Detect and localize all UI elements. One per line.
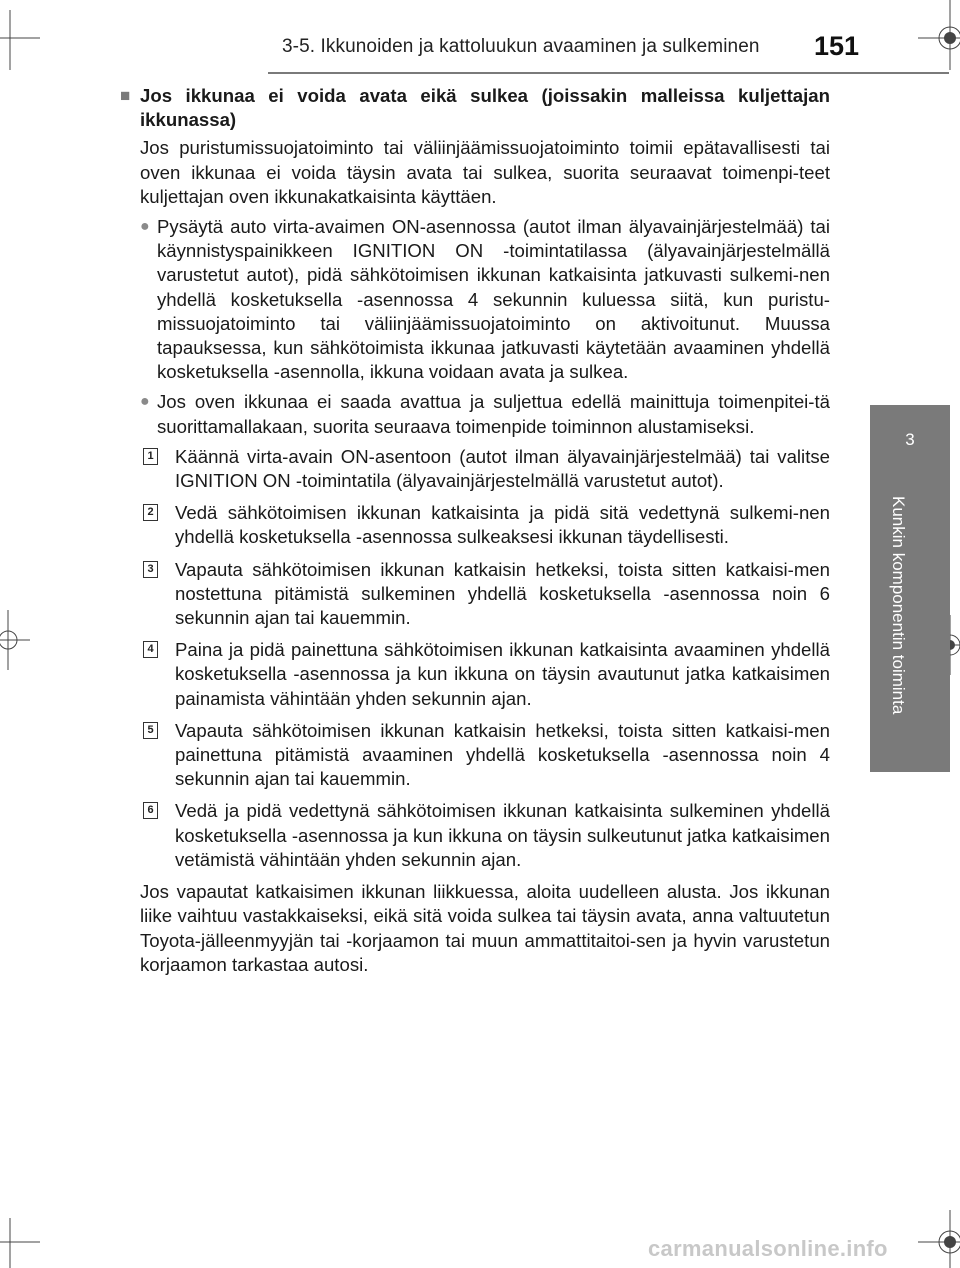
step-number: 1: [143, 448, 158, 465]
step-number: 4: [143, 641, 158, 658]
bullet-text: Jos oven ikkunaa ei saada avattua ja suljettua edellä mainittuja toimenpitei-tä suorittamallakaan, suorita seuraava toimenpide toiminnon alustamiseksi.: [157, 391, 830, 437]
step-number: 3: [143, 561, 158, 578]
running-header-title: 3-5. Ikkunoiden ja kattoluukun avaaminen ja sulkeminen: [282, 36, 760, 57]
step-text: Vapauta sähkötoimisen ikkunan katkaisin hetkeksi, toista sitten katkaisi-men painettuna pitämistä avaaminen yhdellä kosketuksella -asennossa noin 4 sekunnin ajan tai kauemmin.: [175, 719, 830, 790]
crop-mark-bottom-left: [0, 1218, 40, 1268]
section-heading-text: Jos ikkunaa ei voida avata eikä sulkea (joissakin malleissa kuljettajan ikkunassa): [140, 85, 830, 131]
step-item: [143, 799, 830, 872]
step-text: Vedä ja pidä vedettynä sähkötoimisen ikkunan katkaisinta sulkeminen yhdellä kosketuksella -asennossa ja kun ikkuna on täysin sulkeutunut jatka katkaisimen vetämistä vähintään yhden sekunnin ajan.: [175, 800, 830, 870]
step-number: 5: [143, 722, 158, 739]
section-heading: [120, 84, 830, 132]
step-number: 6: [143, 802, 158, 819]
chapter-tab: [870, 405, 950, 482]
main-content: [120, 84, 830, 983]
header-rule: [268, 72, 949, 74]
chapter-label: Kunkin komponentin toiminta: [889, 496, 908, 715]
step-item: [143, 719, 830, 792]
circle-bullet-icon: ●: [140, 393, 150, 411]
step-item: [143, 638, 830, 711]
step-text: Vedä sähkötoimisen ikkunan katkaisinta ja pidä sitä vedettynä sulkemi-nen yhdellä kosketuksella -asennossa sulkeaksesi ikkunan täydellisesti.: [175, 502, 830, 548]
closing-paragraph: Jos vapautat katkaisimen ikkunan liikkuessa, aloita uudelleen alusta. Jos ikkunan liike vaihtuu vastakkaiseksi, eikä sitä voida sulkea tai täysin avata, anna valtuutetun Toyota-jälleenmyyjän tai -korjaamon tai muun ammattitaitoi-sen ja hyvin varustetun korjaamon tarkastaa autosi.: [140, 881, 830, 975]
bullet-item: [140, 390, 830, 438]
step-item: [143, 445, 830, 493]
crop-mark-mid-left: [0, 610, 30, 670]
crop-mark-top-right: [918, 0, 960, 70]
step-item: [143, 558, 830, 631]
step-text: Käännä virta-avain ON-asentoon (autot ilman älyavainjärjestelmää) tai valitse IGNITION ON -toimintatila (älyavainjärjestelmällä varustetut autot).: [175, 445, 830, 492]
bullet-text: Pysäytä auto virta-avaimen ON-asennossa (autot ilman älyavainjärjestelmää) tai käynnistyspainikkeen IGNITION ON -toimintatilassa (älyavainjärjestelmällä varustetut autot), pidä sähkötoimisen ikkunan katkaisinta jatkuvasti sulkemi-nen yhdellä kosketuksella -asennossa 4 sekunnin kuluessa siitä, kun puristu-missuojatoiminto tai väliinjäämissuojatoiminto on aktivoitunut. Muussa tapauksessa, kun sähkötoimista ikkunaa jatkuvasti käytetään avaaminen yhdellä kosketuksella -asennolla, ikkuna voidaan avata ja sulkea.: [157, 216, 830, 383]
watermark: carmanualsonline.info: [648, 1236, 888, 1261]
step-number: 2: [143, 504, 158, 521]
step-text: Vapauta sähkötoimisen ikkunan katkaisin hetkeksi, toista sitten katkaisi-men nostettuna pitämistä sulkeminen yhdellä kosketuksella -asennossa noin 6 sekunnin ajan tai kauemmin.: [175, 558, 830, 629]
intro-paragraph: Jos puristumissuojatoiminto tai väliinjäämissuojatoiminto toimii epätavallisesti tai oven ikkunaa ei voida täysin avata tai sulkea, suorita seuraavat toimenpi-teet kuljettajan oven ikkunakatkaisinta käyttäen.: [140, 137, 830, 207]
crop-mark-bottom-right: [918, 1210, 960, 1268]
square-bullet-icon: ■: [120, 86, 131, 105]
step-text: Paina ja pidä painettuna sähkötoimisen ikkunan katkaisinta avaaminen yhdellä kosketuksella -asennossa ja kun ikkuna on täysin avautunut jatka katkaisimen painamista vähintään yhden sekunnin ajan.: [175, 639, 830, 709]
chapter-number: 3: [905, 430, 915, 449]
bullet-item: [140, 215, 830, 384]
circle-bullet-icon: ●: [140, 218, 150, 236]
crop-mark-top-left: [0, 10, 40, 70]
page-number: 151: [814, 31, 860, 61]
step-item: [143, 501, 830, 549]
